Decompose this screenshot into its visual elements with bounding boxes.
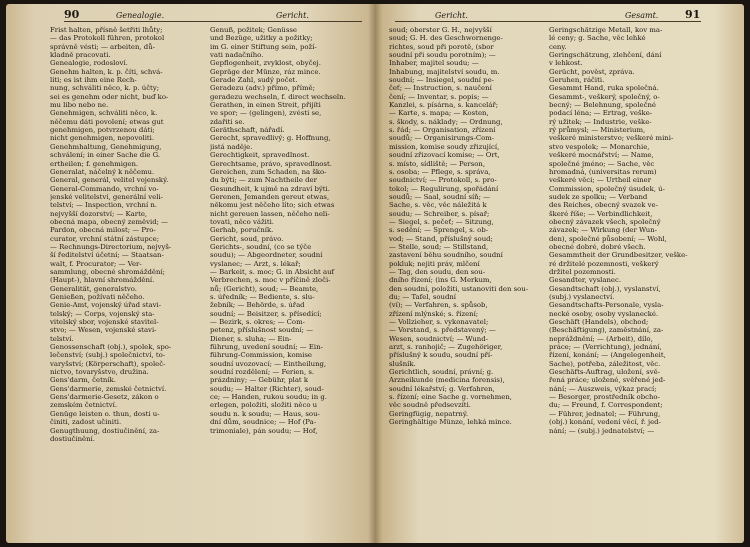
text-line: — Besorger, prostředník obcho-: [549, 393, 660, 402]
text-line: ve spor; — (gelingen), zvésti se,: [210, 109, 322, 118]
text-line: soud; G. H. des Geschwornenge-: [389, 34, 503, 43]
text-line: General, generál, velitel vojenský.: [50, 176, 169, 185]
text-line: Gens'darm, četník.: [50, 376, 116, 385]
text-line: zemském četnictví.: [50, 401, 118, 410]
text-line: hromadná, (universitas rerum): [549, 167, 657, 176]
text-line: tokol; — Regulirung, spořádání: [389, 184, 499, 193]
text-line: práce; — (Verrichtung), jednání,: [549, 343, 662, 352]
text-line: věc soudně předsevzíti.: [389, 401, 471, 410]
book-gutter: [368, 4, 382, 543]
running-header-left-2: Gericht.: [276, 11, 309, 20]
text-line: ertheilen; f. genehmigen.: [50, 159, 139, 168]
text-line: čeť; — Instruction, s. naučení: [389, 84, 492, 93]
running-header-right-1: Gericht.: [435, 11, 468, 20]
text-line: Gerade Zahl, sudý počet.: [210, 76, 298, 85]
text-line: — das Protokoll führen, protokol: [50, 34, 165, 43]
text-line: Genießen, požívati něčeho.: [50, 293, 145, 301]
text-line: Geruhen, ráčiti.: [549, 76, 605, 85]
text-line: Gepflogenheit, zvyklost, obyčej.: [210, 59, 321, 68]
text-line: nictvo, tovaryšstvo, družina.: [50, 368, 149, 377]
text-line: führung, uvedení soudní; — Ein-: [210, 343, 323, 352]
open-book: [6, 4, 744, 543]
left-column-2: [210, 26, 362, 539]
text-line: Genehmhaltung, Genehmigung,: [50, 142, 162, 151]
text-line: becný; — Belehnung, společné: [549, 101, 656, 110]
text-line: Genealogie, rodosloví.: [50, 59, 128, 68]
text-line: telský; — Corps, vojenský sta-: [50, 309, 155, 318]
header-rule-right: [395, 21, 701, 22]
text-line: ré držitelé pozemnosti, veškerý: [549, 259, 659, 268]
text-line: obecný závazek všech, společný: [549, 217, 661, 226]
text-line: telství; — Inspection, vrchní n.: [50, 201, 157, 210]
text-line: činiti, zadost učiniti.: [50, 418, 122, 427]
text-line: Gerecht, spravedlivý; g. Hoffnung,: [210, 134, 331, 143]
text-line: arzt, s. ranhojič; — Zugehöriger,: [389, 343, 503, 352]
text-line: zdařiti se.: [210, 117, 245, 126]
text-line: nejvyšší dozorství; — Karte,: [50, 209, 148, 218]
text-line: geradezu wechseln, f. direct wechseln.: [210, 92, 346, 101]
text-line: stvo vespolek; — Monarchie,: [549, 142, 650, 151]
text-line: řízení, konání; — (Angelegenheit,: [549, 351, 666, 360]
text-line: správně vésti; — arbeiten, dů-: [50, 42, 155, 51]
text-line: General-Commando, vrchní vo-: [50, 184, 159, 193]
text-line: soudní při soudu porotním); —: [389, 51, 496, 60]
text-line: kladně pracovati.: [50, 51, 111, 60]
text-line: zastavení běhu soudního, soudní: [389, 251, 503, 260]
text-line: dního řízení; (ins G. Merkum,: [389, 276, 492, 285]
text-line: nicht genehmigen, nepovoliti.: [50, 134, 155, 143]
text-line: Inhabung, majitelství soudu, m.: [389, 67, 500, 76]
page-number-left: 90: [64, 8, 80, 21]
text-line: vati nadačního.: [210, 51, 264, 60]
text-line: Pardon, obecná milost; — Pro-: [50, 226, 156, 235]
text-line: Gesammt-, veškerý, společný, o-: [549, 92, 660, 101]
text-line: Inhaber, majitel soudu; —: [389, 59, 479, 68]
text-line: telství.: [50, 334, 74, 343]
text-line: sammlung, obecné shromáždění;: [50, 267, 165, 276]
text-line: soudní zřizovací komise; — Ort,: [389, 151, 500, 160]
text-line: Gerhab, poručník.: [210, 226, 274, 235]
text-line: veškeré mocnářství; — Name,: [549, 151, 654, 160]
text-line: slušník.: [389, 359, 416, 368]
text-line: Geringschätzige Metall, kov ma-: [549, 26, 663, 34]
text-line: soudu; — Schreiber, s. písař;: [389, 209, 490, 218]
text-line: — Stelle, soud; — Stillstand,: [389, 242, 489, 251]
text-line: — Barkeit, s. moc; G. in Absicht auf: [210, 267, 335, 276]
text-line: Gesammt Hand, ruka společná.: [549, 84, 659, 93]
text-line: — Vollzieher, s. vykonavatel;: [389, 318, 489, 327]
page-number-right: 91: [685, 8, 701, 21]
text-line: sei es genehm oder nicht, buď ko-: [50, 92, 169, 101]
text-line: Gerücht, pověst, zpráva.: [549, 67, 635, 76]
text-line: (Beschäftigung), zaměstnání, za-: [549, 326, 664, 335]
text-line: dostiučinění.: [50, 434, 95, 443]
text-line: nání; — (subj.) jednatelství; —: [549, 426, 655, 435]
text-line: ce; — Handen, rukou soudu; in g.: [210, 393, 327, 402]
text-line: — Karte, s. mapa; — Kosten,: [389, 109, 489, 118]
text-line: Verbrechen, s. moc v příčině zloči-: [210, 276, 331, 285]
text-line: nung, schváliti něco, k. p. účty;: [50, 84, 160, 93]
text-line: společné jméno; — Sache, věc: [549, 159, 655, 168]
text-line: Generalität, generalstvo.: [50, 284, 137, 293]
text-line: soudu; — Halter (Richter), soud-: [210, 384, 324, 393]
text-line: Commission, společný úsudek, ú-: [549, 184, 665, 193]
text-line: — Rechnungs-Directorium, nejvyš-: [50, 242, 172, 251]
text-line: Sache, s. věc, věc náležitá k: [389, 201, 487, 210]
text-line: den), společné působení; — Wohl,: [549, 234, 667, 243]
text-line: obecné dobré, dobré všech.: [549, 242, 646, 251]
text-line: vod; — Stand, příslušný soud;: [389, 234, 493, 243]
text-line: du; — Freund, f. Correspondent;: [549, 401, 663, 410]
text-line: v lehkost.: [549, 59, 583, 68]
text-line: lečenství; (subj.) společnictví, to-: [50, 351, 166, 360]
text-line: s. místo, sídliště; — Person,: [389, 159, 486, 168]
text-line: veškeré věci; — Urtheil einer: [549, 176, 652, 185]
text-line: Wesen, soudnictví; — Wund-: [389, 334, 488, 343]
text-line: soudní lékařství; g. Verfahren,: [389, 384, 495, 393]
text-line: und Bezüge, užitky a požitky;: [210, 34, 313, 43]
text-line: Gerenen, Jemanden gereut etwas,: [210, 192, 330, 201]
text-line: Sache), potřeba, záležitost, věc.: [549, 359, 661, 368]
text-line: trimoniale), pán soudu; — Hof,: [210, 426, 318, 435]
text-line: — Tag, den soudu, den sou-: [389, 267, 486, 276]
text-line: Genuß, požitek; Genüsse: [210, 26, 297, 34]
text-line: mu libo nebo ne.: [50, 101, 109, 110]
text-line: soudu); — Abgeordneter, soudní: [210, 251, 323, 260]
text-line: richtes, soud při porotě, (sbor: [389, 42, 494, 51]
text-line: pokluk; nejiti práv, mlčení: [389, 259, 480, 268]
text-line: stvo; — Wesen, vojenské stavi-: [50, 326, 157, 335]
text-line: Gepräge der Münze, ráz mince.: [210, 67, 321, 76]
text-line: obecná mapa, obecný zeměvid; —: [50, 217, 169, 226]
text-line: soudní rozdělení; — Ferien, s.: [210, 368, 315, 377]
text-line: veškeré ministerstvo; veškeré mini-: [549, 134, 674, 143]
running-header-left-1: Genealogie.: [116, 11, 165, 20]
header-rule-left: [64, 21, 362, 22]
text-line: des Reiches, obecný svazek ve-: [549, 201, 658, 210]
text-line: Gerichtlich, soudní, právní; g.: [389, 368, 494, 377]
text-line: (ví); — Verfahren, s. spůsob,: [389, 301, 488, 310]
text-line: Genehm halten, k. p. číti, schvá-: [50, 67, 163, 76]
text-line: Genossenschaft (obj.), spolek, spo-: [50, 343, 172, 352]
text-line: (obj.) konání, vedení věcí, ř. jed-: [549, 418, 661, 427]
right-page: [375, 4, 744, 543]
text-line: Gerathen, in einen Streit, přijíti: [210, 101, 321, 110]
text-line: — Führer, jednatel; — Führung,: [549, 409, 661, 418]
text-line: soudů; — Saal, soudní síň; —: [389, 192, 491, 201]
text-line: příslušný k soudu, soudní pří-: [389, 351, 493, 360]
text-line: soud; oberster G. H., nejvyšší: [389, 26, 492, 34]
text-line: soudnictví; — Protokoll, s. pro-: [389, 176, 497, 185]
text-line: s. řízení; eine Sache g. vornehmen,: [389, 393, 512, 402]
text-line: s. sedění; — Sprengel, s. ob-: [389, 226, 489, 235]
text-line: čení; — Inventar, s. popis; —: [389, 92, 489, 101]
text-line: závazek; — Wirkung (der Wun-: [549, 226, 657, 235]
text-line: Frist halten, přísně šetřiti lhůty;: [50, 26, 163, 34]
text-line: den soudní, položiti, ustanoviti den sou-: [389, 284, 529, 293]
running-header-right-2: Gesamt.: [625, 11, 659, 20]
text-line: Gereichen, zum Schaden, na ško-: [210, 167, 327, 176]
text-line: nicht gereuen lassen, něčeho neli-: [210, 209, 330, 218]
text-line: něčemu dáti povolení; etwas gut: [50, 117, 164, 126]
text-line: Genehmigen, schváliti něco, k.: [50, 109, 158, 118]
text-line: řená práce; uložené, svěřené jed-: [549, 376, 666, 385]
text-line: Gerechtsame, právo, spravedlnost.: [210, 159, 332, 168]
text-line: Gesandtschaft (obj.), vyslanství,: [549, 284, 661, 293]
text-line: Gens'darmerie-Gesetz, zákon o: [50, 393, 159, 402]
text-line: Gerechtigkeit, spravedlnost.: [210, 151, 310, 160]
text-line: Geschäfts-Auftrag, uložení, svě-: [549, 368, 660, 377]
text-line: s. osoba; — Pflege, s. správa,: [389, 167, 491, 176]
text-line: držitel pozemnosti.: [549, 267, 616, 276]
text-line: s. úředník; — Bediente, s. slu-: [210, 293, 315, 301]
text-line: soudu n. k soudu; — Haus, sou-: [210, 409, 320, 418]
text-line: soudní; — Beisitzer, s. přísedící;: [210, 309, 322, 318]
text-line: Gericht, soud, právo.: [210, 234, 284, 243]
text-line: Gesammtheit der Grundbesitzer, veške-: [549, 251, 688, 260]
text-line: nání; — Auszweis, výkaz prací;: [549, 384, 657, 393]
text-line: soudní; — Insiegel, soudní pe-: [389, 76, 495, 85]
text-line: Gesandter, vyslanec.: [549, 276, 622, 285]
text-line: nepráždnění; — (Arbeit), dílo,: [549, 334, 653, 343]
text-line: s. škody, s. náklady; — Ordnung,: [389, 117, 503, 126]
text-line: soudní uvozovací; — Eintheilung,: [210, 359, 327, 368]
text-line: nů; (Gericht), soud; — Beamte,: [210, 284, 319, 293]
text-line: Gesundheit, k ujmě na zdraví býti.: [210, 184, 330, 193]
text-line: dní dům, soudnice; — Hof (Pa-: [210, 418, 317, 427]
text-line: Geringhältige Münze, lehká mince.: [389, 418, 512, 427]
text-line: někomu jest něčeho líto; sich etwas: [210, 201, 335, 210]
text-line: vyslanec; — Arzt, s. lékař;: [210, 259, 301, 268]
text-line: (Haupt-), hlavní shromáždění.: [50, 276, 155, 285]
text-line: — Vorstand, s. představený; —: [389, 326, 496, 335]
text-line: Kanzlei, s. písárna, s. kancelář;: [389, 101, 499, 110]
text-line: Geringschätzung, zlehčení, dání: [549, 51, 662, 60]
text-line: Geschäft (Handels), obchod;: [549, 318, 649, 327]
text-line: (subj.) vyslanectví.: [549, 293, 615, 301]
text-line: zřízení mlýnské; s. řízení;: [389, 309, 479, 318]
text-line: Geradezu (adv.) přímo, přímě;: [210, 84, 315, 93]
text-line: jistá naděje.: [210, 142, 253, 151]
text-line: — Bezirk, s. okres; — Com-: [210, 318, 305, 327]
text-line: Genie-Amt, vojenský úřad stavi-: [50, 301, 162, 310]
text-line: soudů; — Organisirungs-Com-: [389, 134, 495, 143]
text-line: Diener, s. sluha; — Ein-: [210, 334, 292, 343]
text-line: Arzneikunde (medicina forensis),: [389, 376, 505, 385]
left-page: [6, 4, 375, 543]
text-line: du; — Tafel, soudní: [389, 293, 456, 301]
text-line: petenz, příslušnost soudní; —: [210, 326, 314, 335]
text-line: du býti; — zum Nachtheile der: [210, 176, 317, 185]
text-line: führung-Commission, komise: [210, 351, 312, 360]
text-line: jenské velitelství, generální veli-: [50, 192, 163, 201]
text-line: erlegen, položiti, složiti něco u: [210, 401, 318, 410]
right-column-2: [549, 26, 701, 539]
text-line: sudek ze spolku; — Verband: [549, 192, 648, 201]
text-line: rý průmysl; — Ministerium,: [549, 126, 646, 135]
text-line: Geräthschaft, nářadí.: [210, 126, 285, 135]
text-line: tovati, něco vážiti.: [210, 217, 274, 226]
text-line: walt, f. Procurator; — Ver-: [50, 259, 142, 268]
right-column-1: [389, 26, 541, 539]
text-line: liti; es ist ihm eine Rech-: [50, 76, 137, 85]
text-line: Genüge leisten o. thun, dosti u-: [50, 409, 160, 418]
text-line: Geringfügig, nepatrný.: [389, 409, 469, 418]
text-line: — Siegel, s. pečeť; — Sitzung,: [389, 217, 494, 226]
text-line: vitelský sbor, vojenské stavitel-: [50, 318, 159, 327]
text-line: curator, vrchní státní zástupce;: [50, 234, 160, 243]
text-line: Genugthuung, dostiučinění, za-: [50, 426, 160, 435]
text-line: Generalat, náčelný k něčemu.: [50, 167, 155, 176]
text-line: Gerichts-, soudní, (co se týče: [210, 242, 312, 251]
text-line: podací léna; — Ertrag, veške-: [549, 109, 653, 118]
text-line: lé ceny; g. Sache, věc lehké: [549, 34, 646, 43]
text-line: žebník; — Behörde, s. úřad: [210, 301, 305, 310]
text-line: ší ředitelství účetní; — Staatsan-: [50, 251, 164, 260]
text-line: schválení; in einer Sache die G.: [50, 151, 161, 160]
text-line: ceny.: [549, 42, 567, 51]
text-line: Gens'darmerie, zemské četnictví.: [50, 384, 167, 393]
text-line: rý užitek; — Industrie, veške-: [549, 117, 652, 126]
text-line: im G. einer Stiftung sein, poží-: [210, 42, 317, 51]
text-line: genehmigen, potvrzenou dáti;: [50, 126, 155, 135]
text-line: necké osoby, osoby vyslanecké.: [549, 309, 659, 318]
text-line: prázdniny; — Gebühr, plat k: [210, 376, 309, 385]
text-line: s. řád; — Organisation, zřízení: [389, 126, 496, 135]
left-column-1: [50, 26, 202, 539]
text-line: Gesandtschafts-Personale, vysla-: [549, 301, 664, 310]
text-line: škeré říše; — Verbindlichkeit,: [549, 209, 653, 218]
text-line: varyšství; (Körperschaft), společ-: [50, 359, 166, 368]
text-line: mission, komise soudy zřizující,: [389, 142, 500, 151]
